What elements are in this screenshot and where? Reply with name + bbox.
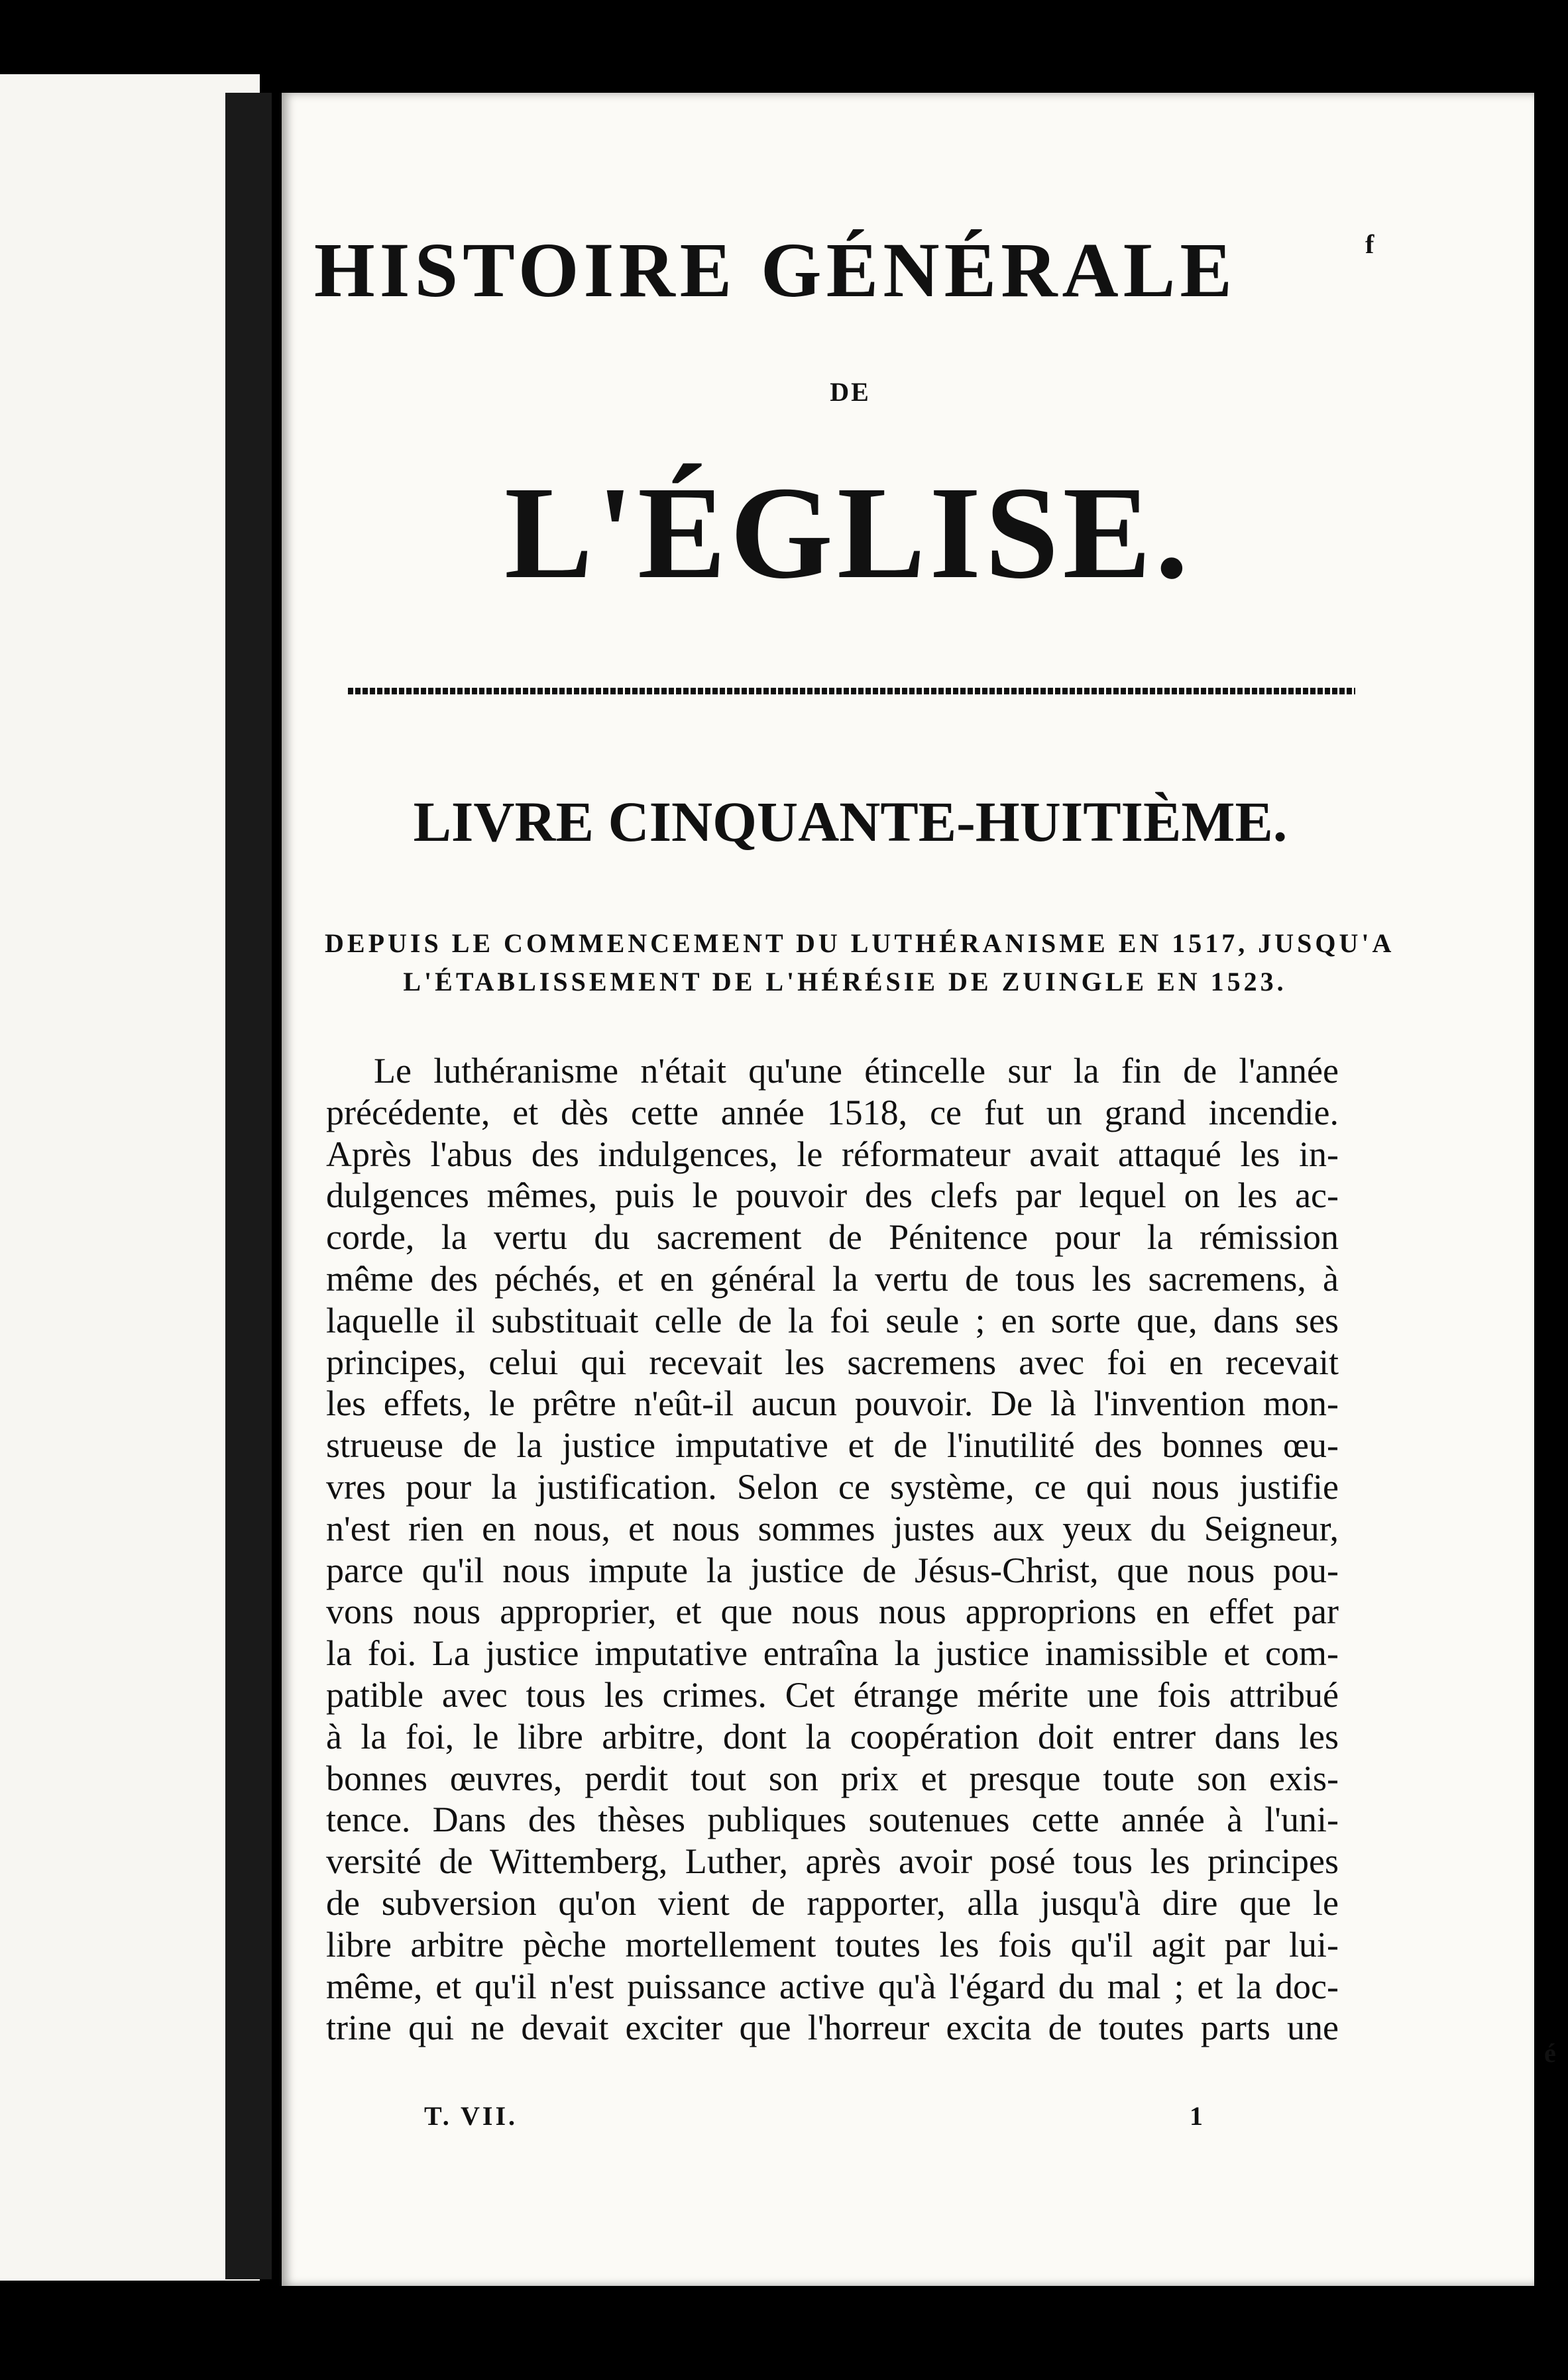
body-line: parce qu'il nous impute la justice de Jésus-Christ, que nous pou- (326, 1550, 1339, 1590)
body-line: la foi. La justice imputative entraîna la justice inamissible et com- (326, 1633, 1339, 1674)
body-line: Après l'abus des indulgences, le réformateur avait attaqué les in- (326, 1134, 1339, 1174)
body-line: vons nous approprier, et que nous nous approprions en effet par (326, 1592, 1339, 1632)
body-line: précédente, et dès cette année 1518, ce fut un grand incendie. (326, 1092, 1339, 1132)
body-line: n'est rien en nous, et nous sommes justes aux yeux du Seigneur, (326, 1508, 1339, 1548)
body-line: bonnes œuvres, perdit tout son prix et presque toute son exis- (326, 1758, 1339, 1798)
body-line: corde, la vertu du sacrement de Pénitence pour la rémission (326, 1217, 1339, 1258)
margin-mark-top: f (1365, 229, 1374, 259)
body-line: les effets, le prêtre n'eût-il aucun pouvoir. De là l'invention mon- (326, 1383, 1339, 1424)
body-line: vres pour la justification. Selon ce système, ce qui nous justifie (326, 1466, 1339, 1507)
book-title-de: DE (830, 377, 871, 407)
margin-mark-right: é (1544, 2038, 1556, 2068)
body-line: libre arbitre pèche mortellement toutes les fois qu'il agit par lui- (326, 1924, 1339, 1965)
body-line: dulgences mêmes, puis le pouvoir des clefs par lequel on les ac- (326, 1175, 1339, 1216)
body-line: laquelle il substituait celle de la foi seule ; en sorte que, dans ses (326, 1300, 1339, 1340)
body-line: même, et qu'il n'est puissance active qu'à l'égard du mal ; et la doc- (326, 1966, 1339, 2006)
book-title-line2: L'ÉGLISE. (504, 460, 1192, 606)
body-line: versité de Wittemberg, Luther, après avoir posé tous les principes (326, 1841, 1339, 1882)
book-gutter (225, 93, 272, 2279)
body-line: même des péchés, et en général la vertu de tous les sacremens, à (326, 1258, 1339, 1299)
body-line: trine qui ne devait exciter que l'horreur excita de toutes parts une (326, 2008, 1339, 2048)
book-title-line1: HISTOIRE GÉNÉRALE (313, 227, 1237, 313)
page-number: 1 (1190, 2101, 1203, 2131)
body-text (326, 1050, 1339, 2049)
ornamental-rule (348, 688, 1355, 694)
volume-marker: T. VII. (424, 2101, 518, 2131)
chapter-subtitle-line1: DEPUIS LE COMMENCEMENT DU LUTHÉRANISME EN 1517, JUSQU'A (325, 928, 1395, 958)
body-line: à la foi, le libre arbitre, dont la coopération doit entrer dans les (326, 1716, 1339, 1757)
chapter-subtitle-line2: L'ÉTABLISSEMENT DE L'HÉRÉSIE DE ZUINGLE EN 1523. (403, 967, 1287, 997)
body-line: principes, celui qui recevait les sacremens avec foi en recevait (326, 1342, 1339, 1382)
body-line: tence. Dans des thèses publiques soutenues cette année à l'uni- (326, 1800, 1339, 1840)
chapter-heading: LIVRE CINQUANTE-HUITIÈME. (413, 790, 1288, 853)
body-line: de subversion qu'on vient de rapporter, alla jusqu'à dire que le (326, 1882, 1339, 1923)
body-line: strueuse de la justice imputative et de l'inutilité des bonnes œu- (326, 1425, 1339, 1466)
body-line: Le luthéranisme n'était qu'une étincelle sur la fin de l'année (374, 1051, 1339, 1091)
body-line: patible avec tous les crimes. Cet étrange mérite une fois attribué (326, 1674, 1339, 1715)
